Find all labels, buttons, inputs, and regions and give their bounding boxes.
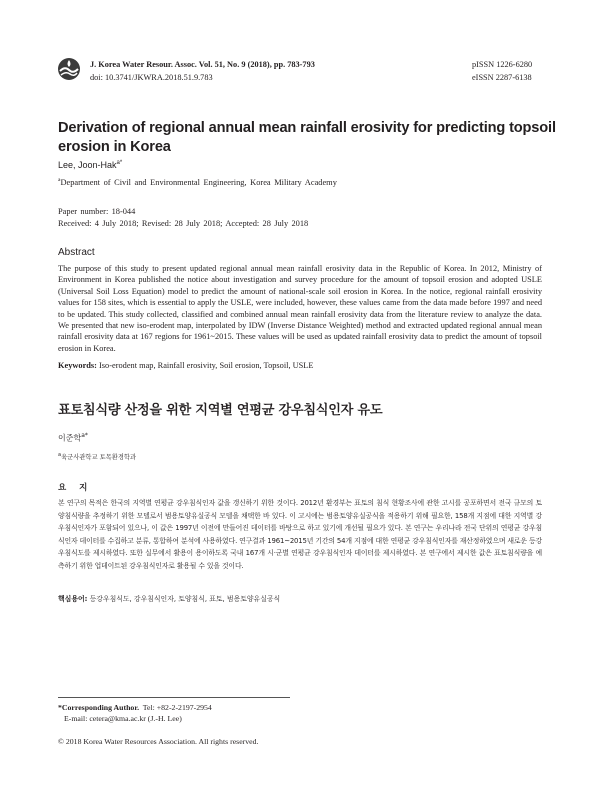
corr-label: *Corresponding Author. <box>58 703 140 712</box>
journal-header <box>90 58 315 84</box>
korean-affil-mark: a <box>58 452 62 458</box>
korean-keywords-text: 등강우침식도, 강우침식인자, 토양침식, 표토, 범용토양유실공식 <box>89 595 281 603</box>
abstract-heading: Abstract <box>58 247 95 258</box>
paper-title: Derivation of regional annual mean rainfall erosivity for predicting topsoil erosion in Korea <box>58 120 556 155</box>
korean-summary-heading: 요 지 <box>58 483 93 493</box>
paper-number: Paper number: 18-044 <box>58 207 136 216</box>
affiliation <box>58 177 337 187</box>
keywords-label: Keywords: <box>58 361 97 370</box>
korean-author: 이준학 <box>58 433 82 443</box>
eissn-text: eISSN 2287-6138 <box>472 73 532 82</box>
korean-keywords-line <box>58 593 280 603</box>
korean-summary-text: 본 연구의 목적은 한국의 지역별 연평균 강우침식인자 값을 갱신하기 위한 것이다. 2012년 환경부는 표토의 침식 현황조사에 관한 고시를 공포하면서 전국 규모의 토양침식량을 추정하기 위한 모델로서 범용토양유실공식 모델을 채택한 바 있다. 이 고시에는 범용토양유실공식을 적용하기 위해 필요한, 158개 지점에 대한 지역별 강우침식인자가 포함되어 있으나, 이 값은 1997년 이전에 만들어진 데이터를 바탕으로 하고 있기에 개선될 필요가 있다. 본 연구는 우리나라 전국 단위의 연평균 강우침식인자 데이터를 수집하고 분류, 통합하여 분석에 사용하였다. 연구결과 1961~2015년 기간의 54개 지점에 대한 연평균 강우침식인자를 재산정하였으며 새로운 등강우침식도를 제시하였다. 또한 실무에서 활용이 용이하도록 국내 167개 시·군별 연평균 강우침식인자 데이터를 제시하였다. 본 연구에서 제시한 값은 표토침식량을 예측하기 위한 업데이트된 강우침식인자로 활용될 수 있을 것이다. <box>58 499 542 570</box>
abstract-text: The purpose of this study to present updated regional annual mean rainfall erosivity data in the Republic of Korea. In 2012, Ministry of Environment in Korea published the notice about investigation and survey procedure for the amount of topsoil erosion and adopted USLE (Universal Soil Loss Equation) model to predict the amount of national-scale soil erosion in Korea. In the notice, regional rainfall erosivity values for 158 sites, which is essential to apply the USLE, were included, however, these values came from the data made before 1997 and need to be updated. This study collected, classified and combined annual mean rainfall erosivity data from the literature review to analyze the data. We presented that new iso-erodent map, interpolated by IDW (Inverse Distance Weighted) method and extracted updated regional annual mean rainfall erosivity data at 167 regions for 1961~2015. These values will be used as updated rainfall erosivity data to predict the amount of topsoil erosion in Korea. <box>58 264 542 353</box>
journal-citation: J. Korea Water Resour. Assoc. Vol. 51, No. 9 (2018), pp. 783-793 <box>90 60 315 69</box>
korean-keywords-label: 핵심용어: <box>58 595 88 603</box>
pissn-text: pISSN 1226-6280 <box>472 60 533 69</box>
korean-title: 표토침식량 산정을 위한 지역별 연평균 강우침식인자 유도 <box>58 403 383 418</box>
corresponding-author <box>58 702 212 724</box>
corr-email: E-mail: cetera@kma.ac.kr (J.-H. Lee) <box>64 714 182 723</box>
author-name: Lee, Joon-Hak <box>58 160 117 170</box>
corr-tel: Tel: +82-2-2197-2954 <box>142 703 212 712</box>
journal-logo-icon <box>56 56 82 82</box>
korean-author-marks: a* <box>81 432 88 439</box>
paper-dates: Received: 4 July 2018; Revised: 28 July 2018; Accepted: 28 July 2018 <box>58 218 309 228</box>
footnote-divider <box>58 697 290 698</box>
keywords-text: Iso-erodent map, Rainfall erosivity, Soil erosion, Topsoil, USLE <box>99 361 314 370</box>
korean-affil-text: 육군사관학교 토목환경학과 <box>61 454 137 462</box>
keywords-line <box>58 361 542 370</box>
affiliation-text: Department of Civil and Environmental Engineering, Korea Military Academy <box>60 177 337 187</box>
copyright: © 2018 Korea Water Resources Association. All rights reserved. <box>58 737 259 746</box>
issn-block <box>472 58 544 84</box>
paper-info <box>58 206 308 229</box>
affiliation-mark: a <box>58 177 61 183</box>
korean-author-line <box>58 432 88 444</box>
korean-affiliation <box>58 452 136 461</box>
author-line <box>58 160 122 170</box>
doi-text: doi: 10.3741/JKWRA.2018.51.9.783 <box>90 73 213 82</box>
author-marks: a* <box>116 160 123 166</box>
